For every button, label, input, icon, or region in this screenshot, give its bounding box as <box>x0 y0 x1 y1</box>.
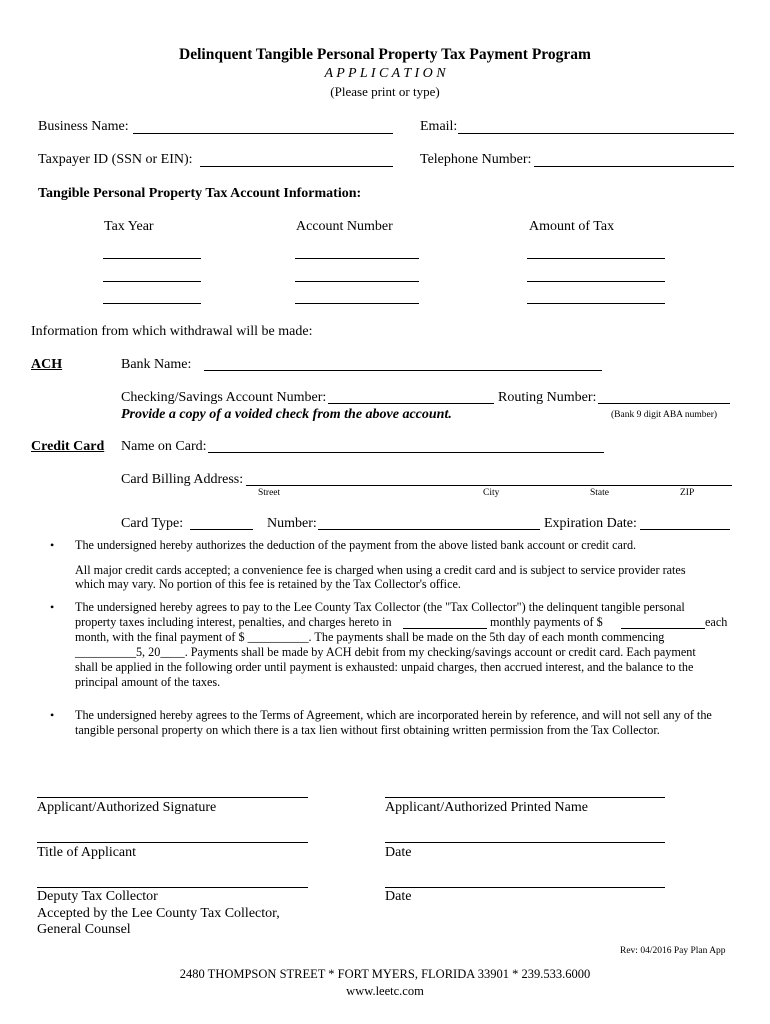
deputy-label: Deputy Tax Collector <box>37 889 158 904</box>
credit-card-label: Credit Card <box>31 439 105 454</box>
telephone-field[interactable] <box>534 166 734 167</box>
form-title: Delinquent Tangible Personal Property Tax Payment Program <box>179 46 591 63</box>
ach-label: ACH <box>31 357 63 372</box>
bullet-icon: • <box>50 708 55 722</box>
deputy-signature-field[interactable] <box>37 887 308 888</box>
agreement-text-line6: principal amount of the taxes. <box>75 675 221 689</box>
printed-name-label: Applicant/Authorized Printed Name <box>385 800 588 815</box>
authorization-text: The undersigned hereby authorizes the deduction of the payment from the above listed bank account or credit card. <box>75 538 637 552</box>
fee-text-line1: All major credit cards accepted; a convenience fee is charged when using a credit card and is subject to service provider rates <box>75 563 686 577</box>
card-number-field[interactable] <box>318 529 540 530</box>
state-label: State <box>590 488 609 498</box>
accepted-by-label: Accepted by the Lee County Tax Collector, <box>37 906 280 921</box>
voided-check-note: Provide a copy of a voided check from the above account. <box>121 407 452 422</box>
account-info-heading: Tangible Personal Property Tax Account Information: <box>38 186 362 201</box>
email-label: Email: <box>420 119 458 134</box>
agreement-text-line3: month, with the final payment of $ __________. The payments shall be made on the 5th day of each month commencing <box>75 630 665 644</box>
agreement-text-line2b: monthly payments of $ <box>490 615 603 629</box>
agreement-text-line4: __________5, 20____. Payments shall be made by ACH debit from my checking/savings account or credit card. Each payment <box>75 645 696 659</box>
street-label: Street <box>258 488 281 498</box>
checking-account-label: Checking/Savings Account Number: <box>121 390 327 405</box>
footer-address: 2480 THOMPSON STREET * FORT MYERS, FLORIDA 33901 * 239.533.6000 <box>179 967 591 981</box>
installments-field[interactable] <box>403 628 487 629</box>
billing-address-field[interactable] <box>246 485 732 486</box>
expiration-label: Expiration Date: <box>544 516 637 531</box>
footer-website: www.leetc.com <box>346 984 424 998</box>
routing-note: (Bank 9 digit ABA number) <box>611 410 718 420</box>
agreement-text-line2a: property taxes including interest, penalties, and charges hereto in <box>75 615 392 629</box>
form-instruction: (Please print or type) <box>330 84 440 99</box>
card-number-label: Number: <box>267 516 317 531</box>
applicant-signature-field[interactable] <box>37 797 308 798</box>
monthly-payment-field[interactable] <box>621 628 705 629</box>
email-field[interactable] <box>458 133 734 134</box>
account-number-field[interactable] <box>295 303 419 304</box>
taxpayer-id-label: Taxpayer ID (SSN or EIN): <box>38 152 193 167</box>
amount-of-tax-header: Amount of Tax <box>529 219 615 234</box>
withdrawal-intro: Information from which withdrawal will be made: <box>31 324 313 339</box>
bank-name-field[interactable] <box>204 370 602 371</box>
zip-label: ZIP <box>680 488 695 498</box>
applicant-signature-label: Applicant/Authorized Signature <box>37 800 217 815</box>
amount-of-tax-field[interactable] <box>527 258 665 259</box>
taxpayer-id-field[interactable] <box>200 166 393 167</box>
tax-year-field[interactable] <box>103 258 201 259</box>
amount-of-tax-field[interactable] <box>527 303 665 304</box>
card-type-label: Card Type: <box>121 516 184 531</box>
name-on-card-label: Name on Card: <box>121 439 207 454</box>
expiration-field[interactable] <box>640 529 730 530</box>
tax-year-field[interactable] <box>103 303 201 304</box>
bullet-icon: • <box>50 600 55 614</box>
billing-address-label: Card Billing Address: <box>121 472 244 487</box>
bullet-icon: • <box>50 538 55 552</box>
revision-note: Rev: 04/2016 Pay Plan App <box>620 946 726 956</box>
agreement-text-line5: shall be applied in the following order until payment is exhausted: unpaid charges, then accrued interest, and the balance to the <box>75 660 694 674</box>
account-number-field[interactable] <box>295 258 419 259</box>
deputy-date-field[interactable] <box>385 887 665 888</box>
tax-year-field[interactable] <box>103 281 201 282</box>
date-label: Date <box>385 845 412 860</box>
general-counsel-label: General Counsel <box>37 922 131 937</box>
terms-text-line1: The undersigned hereby agrees to the Terms of Agreement, which are incorporated herein by reference, and will not sell any of the <box>75 708 712 722</box>
deputy-date-label: Date <box>385 889 412 904</box>
date-field[interactable] <box>385 842 665 843</box>
title-label: Title of Applicant <box>37 845 137 860</box>
bank-name-label: Bank Name: <box>121 357 192 372</box>
fee-text-line2: which may vary. No portion of this fee is retained by the Tax Collector's office. <box>75 577 461 591</box>
routing-number-label: Routing Number: <box>498 390 597 405</box>
amount-of-tax-field[interactable] <box>527 281 665 282</box>
business-name-label: Business Name: <box>38 119 129 134</box>
form-subtitle: A P P L I C A T I O N <box>324 66 446 81</box>
agreement-text-line2c: each <box>705 615 728 629</box>
terms-text-line2: tangible personal property on which there is a tax lien without first obtaining written permission from the Tax Collector. <box>75 723 660 737</box>
tax-year-header: Tax Year <box>104 219 154 234</box>
printed-name-field[interactable] <box>385 797 665 798</box>
name-on-card-field[interactable] <box>208 452 604 453</box>
agreement-text-line1: The undersigned hereby agrees to pay to the Lee County Tax Collector (the "Tax Collector") the delinquent tangible personal <box>75 600 685 614</box>
business-name-field[interactable] <box>133 133 393 134</box>
title-field[interactable] <box>37 842 308 843</box>
routing-number-field[interactable] <box>598 403 730 404</box>
city-label: City <box>483 488 500 498</box>
checking-account-field[interactable] <box>328 403 494 404</box>
account-number-header: Account Number <box>296 219 393 234</box>
telephone-label: Telephone Number: <box>420 152 532 167</box>
account-number-field[interactable] <box>295 281 419 282</box>
card-type-field[interactable] <box>190 529 253 530</box>
